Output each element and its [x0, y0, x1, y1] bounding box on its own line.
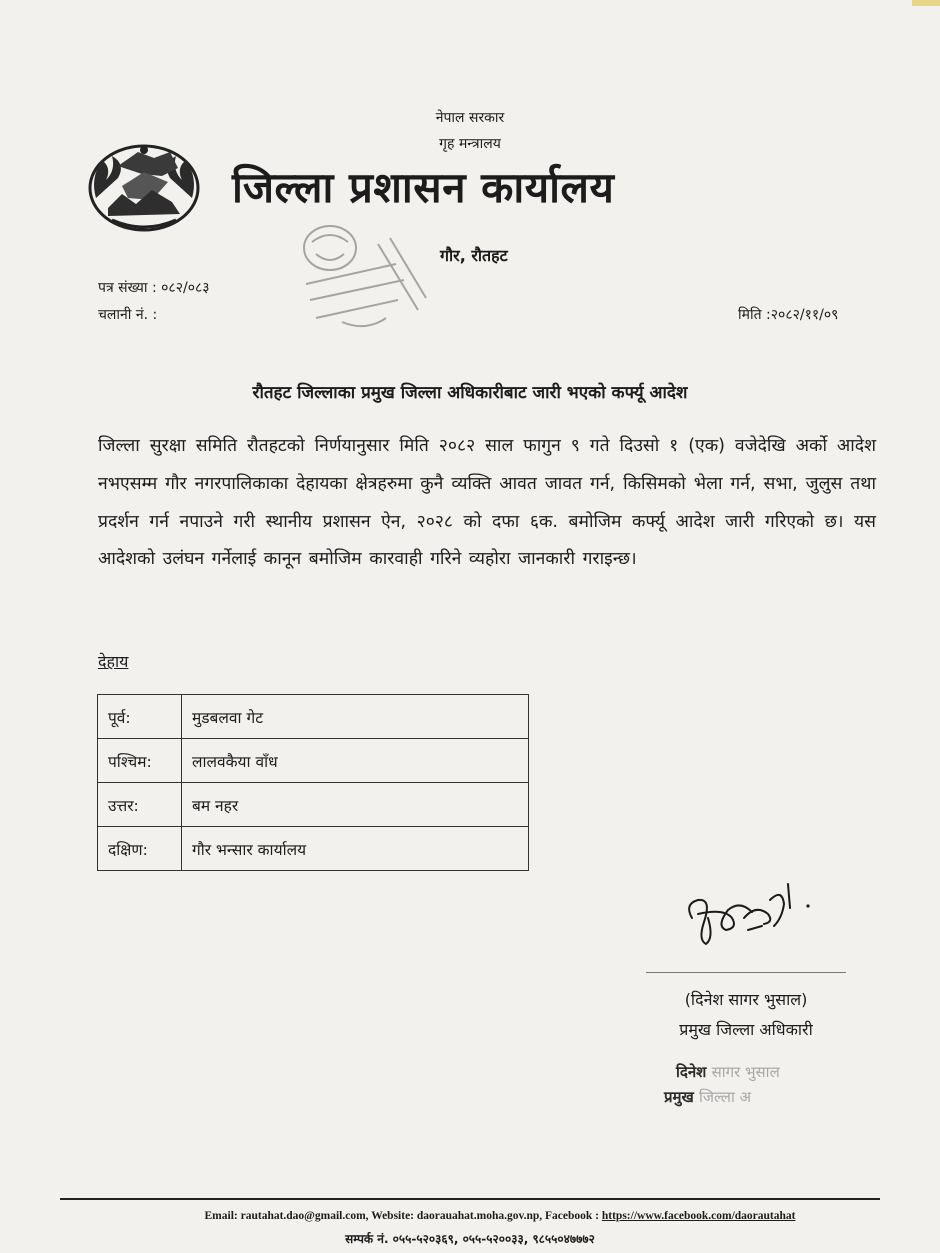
corner-mark	[912, 0, 940, 6]
dispatch-number: चलानी नं. :	[98, 307, 158, 323]
seal-name-bold: दिनेश	[676, 1063, 707, 1081]
table-row	[98, 827, 529, 871]
annex-heading: देहाय	[98, 652, 129, 671]
office-title: जिल्ला प्रशासन कार्यालय	[232, 163, 615, 212]
letter-date: मिति :२०८२/११/०९	[738, 307, 839, 323]
curfew-area-table	[97, 694, 529, 871]
footer-contact-text: Email: rautahat.dao@gmail.com, Website: daorauahat.moha.gov.np, Facebook :	[204, 1210, 602, 1222]
signer-title: प्रमुख जिल्ला अधिकारी	[679, 1020, 813, 1039]
direction-cell: उत्तर:	[98, 783, 182, 827]
seal-name	[676, 1062, 780, 1082]
footer-contact	[0, 1210, 940, 1222]
government-name: नेपाल सरकार	[435, 110, 505, 126]
letter-subject: रौतहट जिल्लाका प्रमुख जिल्ला अधिकारीबाट जारी भएको कर्फ्यू आदेश	[252, 383, 688, 403]
place-cell: गौर भन्सार कार्यालय	[182, 827, 529, 871]
table-row	[98, 739, 529, 783]
facebook-link[interactable]: https://www.facebook.com/daorautahat	[601, 1210, 796, 1222]
office-stamp-icon	[286, 214, 436, 338]
direction-cell: पश्चिम:	[98, 739, 182, 783]
table-row	[98, 783, 529, 827]
seal-name-faded: सागर भुसाल	[711, 1063, 780, 1081]
handwritten-signature-icon	[678, 878, 818, 958]
footer-phone: सम्पर्क नं. ०५५-५२०३६९, ०५५-५२००३३, ९८५५०४७७७२	[345, 1232, 595, 1246]
letter-body: जिल्ला सुरक्षा समिति रौतहटको निर्णयानुसार मिति २०८२ साल फागुन ९ गते दिउसो १ (एक) वजेदेखि अर्को आदेश नभएसम्म गौर नगरपालिकाका देहायका क्षेत्रहरुमा कुनै व्यक्ति आवत जावत गर्न, किसिमको भेला गर्न, सभा, जुलुस तथा प्रदर्शन गर्न नपाउने गरी स्थानीय प्रशासन ऐन, २०२८ को दफा ६क. बमोजिम कर्फ्यू आदेश जारी गरिएको छ। यस आदेशको उलंघन गर्नेलाई कानून बमोजिम कारवाही गरिने व्यहोरा जानकारी गराइन्छ।	[98, 436, 876, 570]
seal-title-bold: प्रमुख	[664, 1088, 694, 1106]
letter-number: पत्र संख्या : ०८२/०८३	[98, 280, 210, 296]
table-row	[98, 695, 529, 739]
place-cell: लालवकैया वाँध	[182, 739, 529, 783]
seal-title	[664, 1087, 751, 1107]
ministry-name: गृह मन्त्रालय	[439, 136, 501, 152]
signature-line	[646, 972, 846, 973]
place-cell: मुडबलवा गेट	[182, 695, 529, 739]
seal-title-faded: जिल्ला अ	[699, 1088, 752, 1106]
footer-divider	[60, 1198, 880, 1200]
place-cell: बम नहर	[182, 783, 529, 827]
direction-cell: दक्षिण:	[98, 827, 182, 871]
signer-name: (दिनेश सागर भुसाल)	[684, 990, 808, 1009]
direction-cell: पूर्व:	[98, 695, 182, 739]
office-location: गौर, रौतहट	[440, 246, 508, 265]
nepal-emblem-icon	[82, 138, 206, 238]
